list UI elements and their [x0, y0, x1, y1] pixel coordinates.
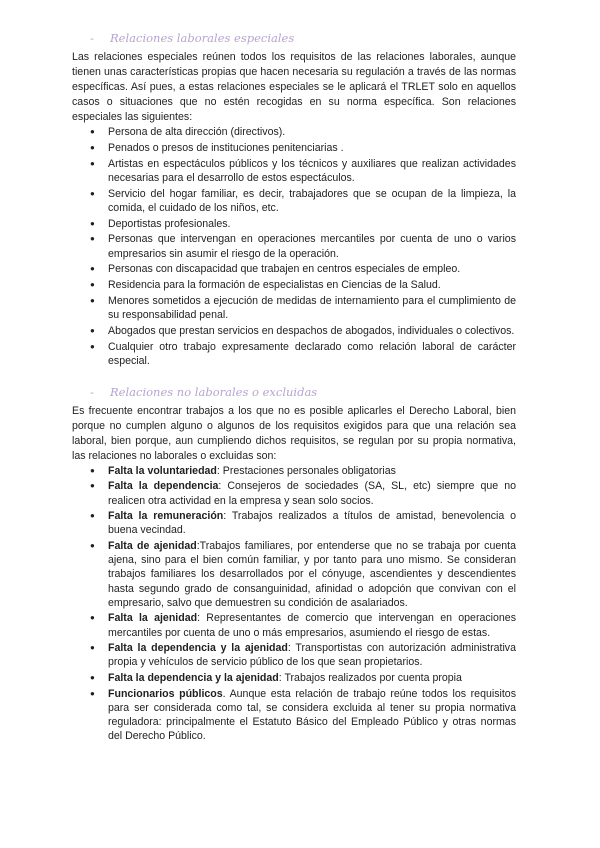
- list-item-term: Falta la remuneración: [108, 510, 224, 523]
- bullet-icon: ●: [90, 643, 95, 653]
- bullet-icon: ●: [90, 341, 95, 351]
- list-item: [72, 157, 516, 185]
- bullet-icon: ●: [90, 540, 95, 550]
- bullet-icon: ●: [90, 264, 95, 274]
- list-item: [72, 671, 516, 685]
- bullet-icon: ●: [90, 234, 95, 244]
- special-intro-paragraph: Las relaciones especiales reúnen todos los requisitos de las relaciones laborales, aunque tienen unas características propias que hacen necesaria su regulación a través de las normas específicas. Así pues, a estas relaciones especiales se le aplicará el TRLET solo en aquellos casos o situaciones que no estén recogidas en su norma específica. Son relaciones especiales las siguientes:: [72, 51, 516, 123]
- list-item-term: Funcionarios públicos: [108, 687, 223, 700]
- list-item: [72, 464, 516, 478]
- list-item-text: : Transportistas con autorización administrativa propia y vehículos de servicio público de los que sean propietarios.: [108, 642, 516, 669]
- list-item-term: Falta la ajenidad: [108, 612, 198, 625]
- list-item: [72, 125, 516, 139]
- list-item: [72, 187, 516, 215]
- list-item: [72, 509, 516, 537]
- bullet-icon: ●: [90, 481, 95, 491]
- list-item-term: Falta la dependencia y la ajenidad: [108, 642, 288, 655]
- bullet-icon: ●: [90, 142, 95, 152]
- list-item: [72, 294, 516, 322]
- bullet-icon: ●: [90, 280, 95, 290]
- list-item-text: Deportistas profesionales.: [108, 217, 231, 230]
- bullet-icon: ●: [90, 688, 95, 698]
- bullet-icon: ●: [90, 218, 95, 228]
- list-item: [72, 479, 516, 507]
- excluded-intro-paragraph: Es frecuente encontrar trabajos a los que no es posible aplicarles el Derecho Laboral, bien porque no cumplen alguno o algunos de los requisitos exigidos para que una relación sea laboral, bien porque, aun cumpliendo dichos requisitos, se regulan por su propia normativa, las relaciones no laborales o excluidas son:: [72, 404, 516, 462]
- list-item-text: Residencia para la formación de especialistas en Ciencias de la Salud.: [108, 279, 441, 292]
- list-item-term: Falta la voluntariedad: [108, 464, 217, 477]
- bullet-icon: ●: [90, 127, 95, 136]
- list-item-text: Abogados que prestan servicios en despachos de abogados, individuales o colectivos.: [108, 324, 515, 337]
- bullet-icon: ●: [90, 188, 95, 198]
- list-item-text: Servicio del hogar familiar, es decir, trabajadores que se ocupan de la limpieza, la comida, el cuidado de los niños, etc.: [108, 187, 516, 214]
- list-item: [72, 278, 516, 292]
- list-item: [72, 687, 516, 744]
- list-item: [72, 262, 516, 276]
- list-item-text: Menores sometidos a ejecución de medidas de internamiento para el cumplimiento de su responsabilidad penal.: [108, 294, 516, 322]
- bullet-icon: ●: [90, 295, 95, 305]
- list-item: [72, 539, 516, 610]
- section-heading-special: [90, 30, 516, 46]
- list-item: [72, 340, 516, 368]
- list-item-text: : Trabajos realizados a títulos de amistad, benevolencia o buena vecindad.: [108, 510, 516, 537]
- list-item-term: Falta la dependencia y la ajenidad: [108, 671, 279, 684]
- list-item-text: Persona de alta dirección (directivos).: [108, 126, 286, 138]
- list-item: [72, 324, 516, 338]
- heading-dash: -: [90, 384, 94, 399]
- excluded-relations-list: [72, 464, 516, 744]
- bullet-icon: ●: [90, 465, 95, 475]
- list-item-text: Personas con discapacidad que trabajen en centros especiales de empleo.: [108, 263, 461, 276]
- list-item-text: Penados o presos de instituciones penitenciarias .: [108, 141, 344, 154]
- list-item-text: Artistas en espectáculos públicos y los técnicos y auxiliares que realizan actividades necesarias para el desarrollo de estos espectáculos.: [108, 157, 516, 184]
- list-item-text: Personas que intervengan en operaciones mercantiles por cuenta de uno o varios empresarios sin asumir el riesgo de la operación.: [108, 233, 516, 260]
- document-page: [72, 30, 516, 745]
- section-heading-excluded: [90, 384, 516, 400]
- list-item: [72, 141, 516, 155]
- list-item-term: Falta de ajenidad: [108, 539, 197, 552]
- list-item: [72, 611, 516, 639]
- bullet-icon: ●: [90, 325, 95, 335]
- heading-text: Relaciones no laborales o excluidas: [110, 384, 318, 399]
- list-item-text: : Consejeros de sociedades (SA, SL, etc) siempre que no realicen otra actividad en la empresa y sean solo socios.: [108, 480, 516, 507]
- bullet-icon: ●: [90, 613, 95, 623]
- list-item-text: : Representantes de comercio que intervengan en operaciones mercantiles por cuenta de uno o más empresarios, asumiendo el riesgo de estas.: [108, 612, 516, 639]
- bullet-icon: ●: [90, 511, 95, 521]
- list-item: [72, 232, 516, 260]
- list-item-text: : Prestaciones personales obligatorias: [216, 464, 396, 477]
- special-relations-list: [72, 125, 516, 368]
- list-item-text: . Aunque esta relación de trabajo reúne todos los requisitos para ser considerada como tal, se considera excluida al tener su propia normativa reguladora: principalmente el Estatuto Básico del Empleado Público y otras normas del Derecho Público.: [108, 687, 516, 743]
- list-item: [72, 217, 516, 231]
- list-item-text: Cualquier otro trabajo expresamente declarado como relación laboral de carácter especial.: [108, 340, 516, 367]
- list-item: [72, 641, 516, 669]
- list-item-text: : Trabajos realizados por cuenta propia: [278, 671, 462, 684]
- heading-text: Relaciones laborales especiales: [110, 31, 295, 45]
- bullet-icon: ●: [90, 672, 95, 682]
- list-item-term: Falta la dependencia: [108, 480, 219, 493]
- heading-dash: -: [90, 31, 94, 45]
- list-item-text: :Trabajos familiares, por entenderse que no se trabaja por cuenta ajena, sino para el bien común familiar, y por tanto para uno mismo. Se consideran trabajos familiares los desarrollados por el cónyuge, ascendientes y descendientes hasta segundo grado de consanguinidad, afinidad o adopción que convivan con el empresario, salvo que demuestren su condición de asalariados.: [108, 539, 516, 609]
- bullet-icon: ●: [90, 158, 95, 168]
